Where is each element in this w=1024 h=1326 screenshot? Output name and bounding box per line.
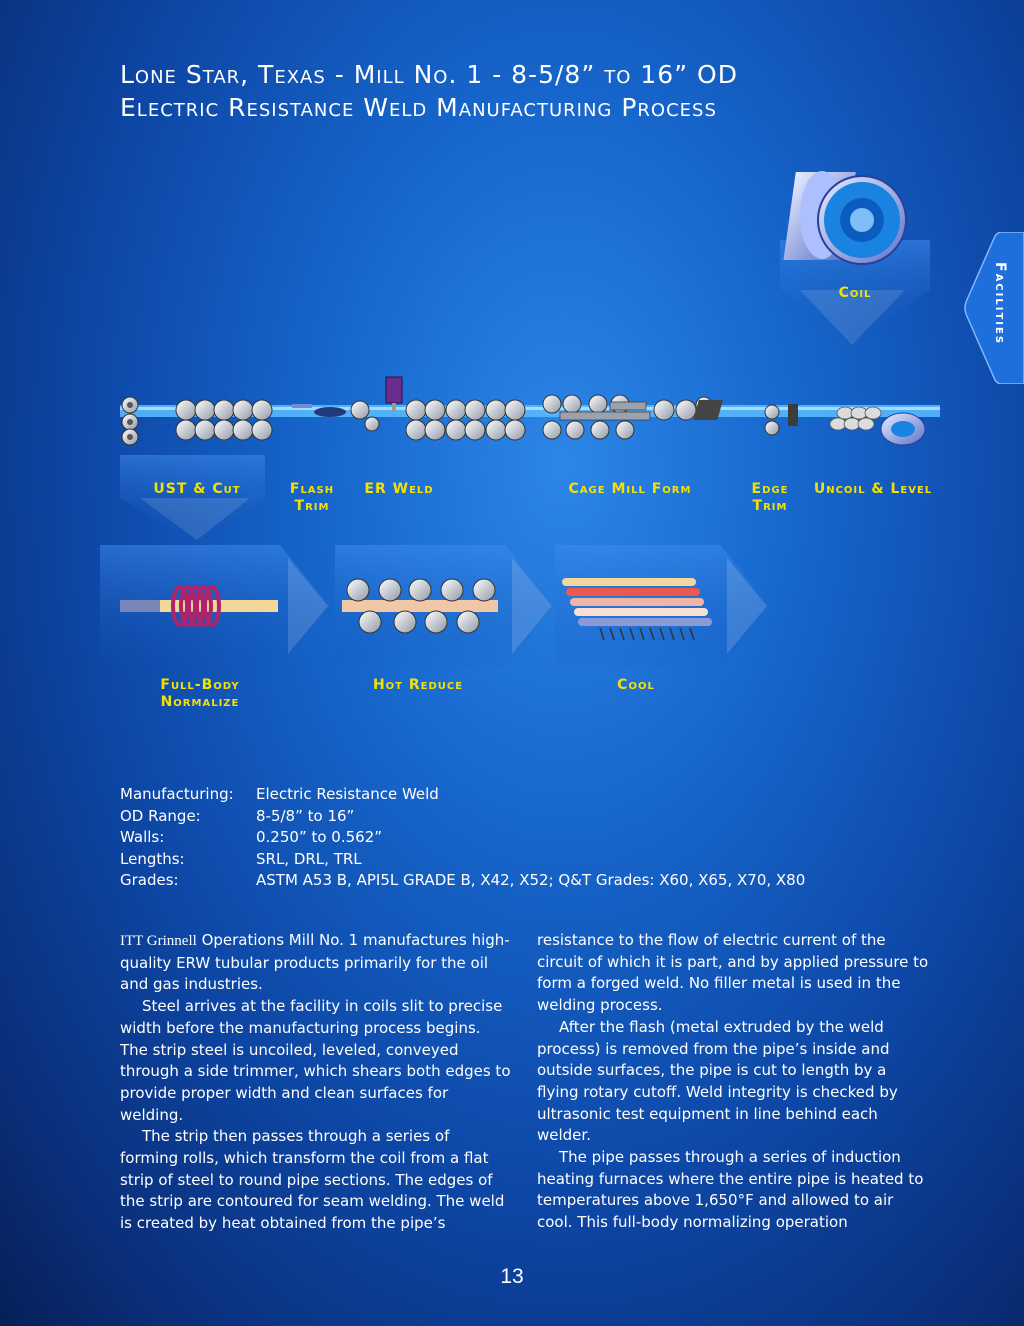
brand-name: ITT Grinnell [120,933,197,949]
body-paragraph [120,930,512,996]
label-cage-mill-form: Cage Mill Form [568,481,692,497]
spec-row [120,827,805,849]
label-cool: Cool [617,677,655,693]
body-paragraph: Steel arrives at the facility in coils slit to precise width before the manufacturing process begins. The strip steel is uncoiled, leveled, conveyed through a side trimmer, which shears both edges to provide proper width and clean surfaces for welding. [120,997,511,1124]
label-ust-cut: UST & Cut [153,481,241,497]
title-line-1: Lone Star, Texas - Mill No. 1 - 8-5/8” to 16” OD [120,60,738,89]
body-paragraph: The pipe passes through a series of induction heating furnaces where the entire pipe is heated to temperatures above 1,650°F and allowed to air cool. This full-body normalizing operation [537,1148,924,1232]
label-flash-trim [282,481,342,515]
spec-key: Lengths: [120,849,185,868]
spec-row [120,870,805,892]
body-paragraph: The strip then passes through a series of forming rolls, which transform the coil from a flat strip of steel to round pipe sections. The edges of the strip are contoured for seam welding. The weld is created by heat obtained from the pipe’s [120,1127,505,1233]
label-edge-trim-line-2: Trim [752,498,788,514]
spec-key: OD Range: [120,806,201,825]
coil-icon [783,171,906,264]
spec-value: ASTM A53 B, API5L GRADE B, X42, X52; Q&T Grades: X60, X65, X70, X80 [256,871,806,890]
label-flash-trim-line-2: Trim [294,498,330,514]
spec-value: 8-5/8” to 16” [256,806,355,825]
spec-value: 0.250” to 0.562” [256,828,383,847]
cutoff-rolls [122,397,138,445]
label-normalize-line-1: Full-Body [160,677,240,693]
spec-table [120,784,805,892]
spec-row [120,806,805,828]
spec-row [120,849,805,871]
facilities-tab-label: Facilities [992,262,1008,346]
label-hot-reduce: Hot Reduce [372,677,464,693]
spec-key: Walls: [120,828,165,847]
label-uncoil-level: Uncoil & Level [813,481,933,497]
label-edge-trim [745,481,795,515]
body-paragraph: After the flash (metal extruded by the weld process) is removed from the pipe’s inside and outside surfaces, the pipe is cut to length by a flying rotary cutoff. Weld integrity is checked by ultrasonic test equipment in line behind each welder. [537,1017,898,1145]
cage-mill [543,395,712,439]
body-paragraph: resistance to the flow of electric current of the circuit of which it is part, and by applied pressure to form a forged weld. No filler metal is used in the welding process. [537,931,929,1015]
label-normalize-line-2: Normalize [160,694,240,710]
spec-key: Manufacturing: [120,785,234,803]
spec-key: Grades: [120,871,179,890]
spec-row [120,784,805,806]
label-normalize [148,677,252,711]
body-text: Operations Mill No. 1 manufactures high-quality ERW tubular products primarily for the oil and gas industries. [120,931,510,994]
roll-stands-a [176,400,272,440]
body-column-left [120,930,512,1235]
spec-value: Electric Resistance Weld [256,785,439,803]
label-flash-trim-line-1: Flash [289,481,335,497]
spec-value: SRL, DRL, TRL [256,849,362,868]
title-line-2: Electric Resistance Weld Manufacturing Process [120,93,717,122]
label-coil: Coil [838,285,872,301]
roll-stands-b [406,400,525,440]
label-edge-trim-line-1: Edge [751,481,789,497]
ust-panel [120,455,265,542]
body-column-right [537,930,929,1234]
page-number: 13 [500,1265,524,1288]
label-er-weld: ER Weld [364,481,434,497]
